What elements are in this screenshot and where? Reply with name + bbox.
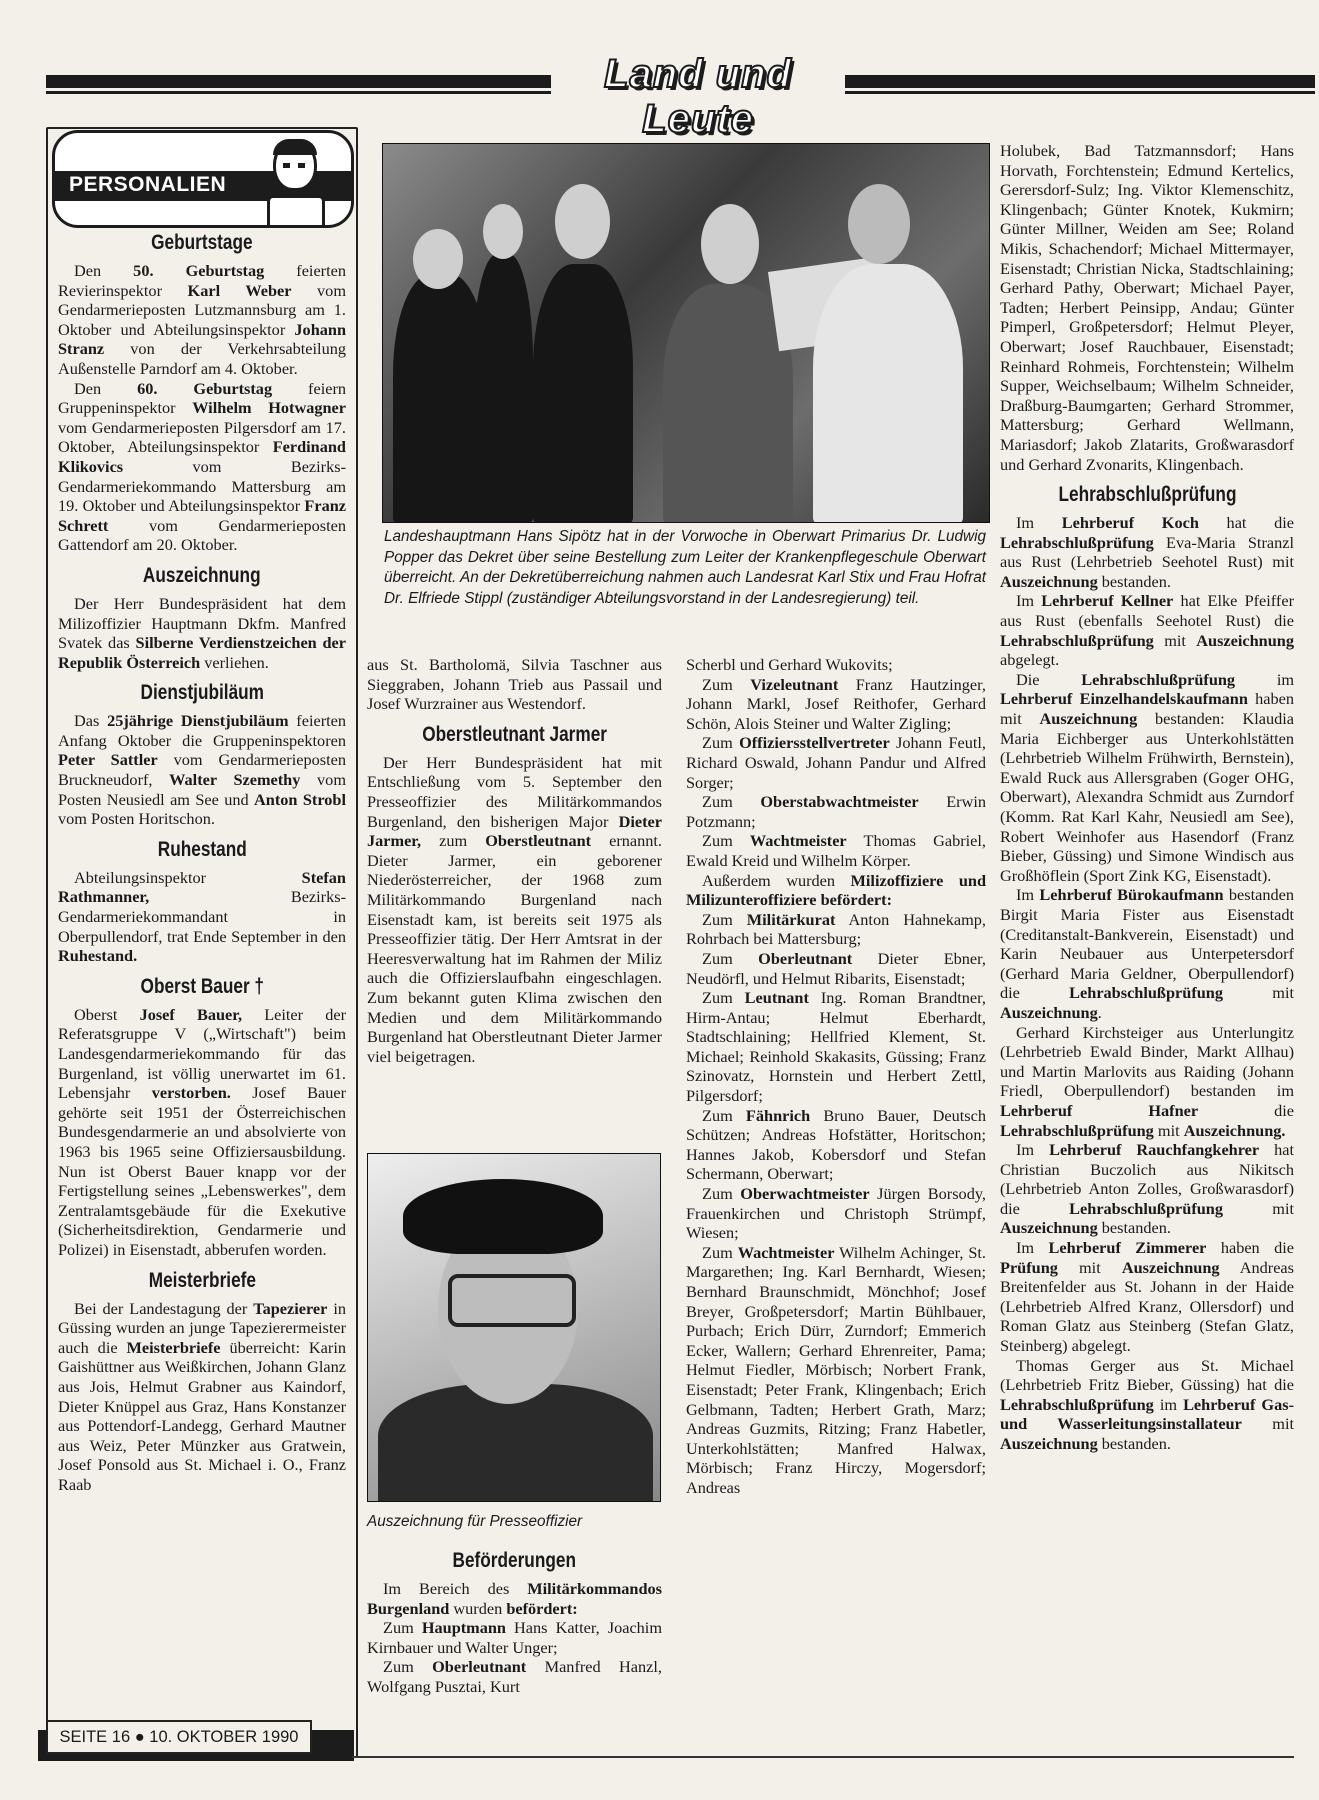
paragraph [58, 1299, 346, 1495]
paragraph [1000, 591, 1294, 669]
bold-text: Lehrabschlußprüfung [1000, 532, 1154, 552]
text: Erwin Potzmann; [686, 792, 986, 831]
bold-text: Wachtmeister [749, 831, 847, 851]
paragraph [686, 1184, 986, 1243]
text: hat Christian Buczolich aus Nikitsch (Lehrbetrieb Anton Zolles, Großwarasdorf) die [1000, 1140, 1294, 1218]
bold-text: Johann Stranz [58, 319, 346, 359]
paragraph [1000, 141, 1294, 474]
person-figure [813, 264, 963, 523]
paragraph [686, 655, 986, 675]
text: Den [74, 261, 134, 280]
bold-text: Lehrberuf Hafner [1000, 1100, 1199, 1120]
column-jarmer [367, 655, 662, 1066]
text: Anton Hahnekamp, Rohrbach bei Mattersburg; [686, 909, 986, 949]
section-heading-text: Dienstjubiläum [140, 681, 264, 705]
issue-date: 10. OKTOBER 1990 [149, 1728, 299, 1746]
text: aus St. Bartholomä, Silvia Taschner aus Sieggraben, Johann Trieb aus Passail und Josef Wurzrainer aus Westendorf. [367, 655, 662, 714]
bold-text: 50. Geburtstag [133, 261, 265, 280]
text: Andreas Breitenfelder aus St. Johann in der Haide (Lehrbetrieb Alfred Kranz, Ollersdorf) und Roman Glatz aus Steinberg (Stefan Glatz, Steinberg) abgelegt. [1000, 1257, 1294, 1356]
column-personalien [58, 222, 346, 1494]
text: Zum [702, 674, 751, 694]
person-face [555, 184, 610, 259]
bold-text: Militärkommandos Burgenland [367, 1579, 662, 1618]
paragraph [1000, 670, 1294, 886]
text: vom Gendarmerieposten Bruckneudorf, [58, 750, 346, 790]
bold-text: Oberleutnant [758, 948, 853, 968]
text: mit [1241, 1414, 1294, 1434]
bold-text: Lehrberuf Gas- und Wasserleitungsinstallateur [1000, 1394, 1294, 1434]
bold-text: Auszeichnung [1039, 709, 1138, 729]
bold-text: Wilhelm Hotwagner [192, 398, 346, 418]
paragraph [58, 1005, 346, 1260]
section-heading-text: Beförderungen [452, 1549, 577, 1572]
bold-text: Fähnrich [745, 1105, 811, 1125]
text: Ing. Roman Brandtner, Hirm-Antau; Helmut Eberhardt, Stadtschlaining; Hellfried Klement, St. Michael; Reinhold Skakasits, Güssing; Franz Szinovatz, Hornstein und Herbert Zettl, Pilgersdorf; [686, 988, 986, 1106]
bold-text: Peter Sattler [58, 750, 158, 770]
photo-dekret-ceremony [382, 143, 990, 523]
person-figure [663, 284, 793, 523]
section-heading [1000, 483, 1294, 507]
text: bestanden Birgit Maria Fister aus Eisenstadt (Creditanstalt-Bankverein, Eisenstadt) und Karin Neubauer aus Unterpetersdorf (Gerhard Maria Geldner, Oberpullendorf) die [1000, 885, 1295, 1003]
bold-text: Lehrabschlußprüfung [1069, 1198, 1223, 1218]
text: die [1198, 1100, 1294, 1120]
text: Franz Hautzinger, Johann Markl, Josef Reithofer, Gerhard Schön, Alois Steiner und Walter Zigling; [686, 674, 986, 733]
text: mit [1223, 983, 1294, 1003]
section-heading-text: Oberst Bauer † [140, 974, 264, 998]
bold-text: Karl Weber [187, 280, 292, 300]
bold-text: Walter Szemethy [169, 770, 301, 790]
paragraph [58, 594, 346, 672]
text: verliehen. [200, 652, 269, 672]
bold-text: Vizeleutnant [750, 674, 839, 694]
text: Manfred Hanzl, Wolfgang Pusztai, Kurt [367, 1657, 662, 1696]
text: bestanden. [1097, 571, 1171, 591]
text: Wilhelm Achinger, St. Margarethen; Ing. Karl Bernhardt, Wiesen; Bernhard Braunschmidt, Mönchhof; Josef Breyer, Großpetersdorf; Martin Bühlbauer, Purbach; Erich Dürr, Zurndorf; Emmerich Ecker, Wallern; Gerhard Ehrenreiter, Pama; Helmut Fiedler, Mörbisch; Norbert Frank, Eisenstadt; Peter Frank, Klingenbach; Erich Gelbmann, Tadten; Herbert Grath, Marz; Andreas Guzmits, Ritzing; Franz Habetler, Unterkohlstätten; Manfred Halwax, Mörbisch; Franz Hirczy, Mogersdorf; Andreas [686, 1242, 986, 1497]
text: Im [1016, 513, 1062, 533]
text: Im [1016, 885, 1040, 905]
text: Zum [702, 909, 747, 929]
paragraph [1000, 513, 1294, 591]
text: Im [1016, 591, 1042, 611]
text: Dieter Ebner, Neudörfl, und Helmut Ribarits, Eisenstadt; [686, 948, 986, 988]
text: bestanden. [1097, 1218, 1171, 1238]
header-rule-left-thin [46, 91, 551, 94]
paragraph [686, 988, 986, 1106]
text: Im [1016, 1238, 1049, 1258]
paragraph [367, 655, 662, 714]
text: Josef Bauer gehörte seit 1951 der Österreichischen Bundesgendarmerie an und absolvierte von 1963 bis 1965 seine Offiziersausbildung. Nun ist Oberst Bauer knapp vor der Fertigstellung seines „Lebenswerkes", dem Zentralamtsgebäude für die Exekutive (Sicherheitsdirektion, Gendarmerie und Polizei) in Eisenstadt, abberufen worden. [58, 1083, 346, 1259]
bold-text: Ruhestand. [58, 946, 138, 966]
bold-text: befördert: [506, 1598, 578, 1618]
section-heading [58, 231, 346, 255]
text: Zum [702, 1105, 746, 1125]
person-figure [533, 264, 633, 523]
text: Hans Katter, Joachim Kirnbauer und Walter Unger; [367, 1618, 662, 1657]
bold-text: Ferdinand Klikovics [58, 437, 346, 476]
paragraph [686, 871, 986, 910]
bold-text: Oberleutnant [432, 1657, 527, 1677]
eye-icon [298, 163, 305, 168]
bold-text: Lehrabschlußprüfung [1069, 983, 1223, 1003]
bold-text: verstorben. [151, 1083, 231, 1103]
text: feierten Anfang Oktober die Gruppeninspektoren [58, 711, 347, 750]
bold-text: 25jährige Dienstjubiläum [107, 711, 289, 731]
text: hat Elke Pfeiffer aus Rust (ebenfalls Seehotel Rust) die [1000, 591, 1294, 631]
text: Zum [702, 733, 740, 753]
page-footer [46, 1720, 312, 1754]
text: feierten Revierinspektor [58, 261, 346, 300]
bottom-rule [352, 1756, 1294, 1758]
paragraph [686, 831, 986, 870]
bold-text: Auszeichnung [1000, 1218, 1098, 1238]
text: Zum [383, 1618, 422, 1638]
person-face [848, 184, 910, 264]
bold-text: Lehrabschlußprüfung [1000, 1120, 1154, 1140]
paragraph [1000, 1238, 1294, 1356]
text: Holubek, Bad Tatzmannsdorf; Hans Horvath, Forchtenstein; Edmund Kertelics, Gerersdorf-Sulz; Ing. Viktor Klemenschitz, Klingenbach; Günter Knotek, Kukmirn; Günter Millner, Weiden am See; Roland Mikis, Schachendorf; Michael Mittermayer, Eisenstadt; Christian Nicka, Stadtschlaining; Gerhard Pathy, Oberwart; Michael Payer, Tadten; Herbert Peinsipp, Andau; Günter Pimperl, Großpetersdorf; Helmut Pleyer, Oberwart; Josef Rauchbauer, Eisenstadt; Reinhard Rohmeis, Forchtenstein; Wilhelm Supper, Weichselbaum; Wilhelm Schneider, Draßburg-Baumgarten; Gerhard Strommer, Mattersburg; Gerhard Wellmann, Mariasdorf; Jakob Zlatarits, Großwarasdorf und Gerhard Zvonarits, Klingenbach. [1000, 141, 1294, 474]
text: Bei der Landestagung der [74, 1298, 254, 1318]
bold-text: Auszeichnung [1196, 630, 1294, 650]
text: von der Verkehrsabteilung Außenstelle Parndorf am 4. Oktober. [58, 339, 346, 378]
text: Der Herr Bundespräsident hat mit Entschließung vom 5. September den Presseoffizier des Militärkommandos Burgenland, den bisherigen Major [367, 752, 662, 831]
text: Das [74, 711, 108, 731]
text: Der Herr Bundespräsident hat dem Milizoffizier Hauptmann Dkfm. Manfred Svatek das [58, 593, 346, 653]
section-heading-text: Meisterbriefe [148, 1268, 256, 1292]
paragraph [686, 1106, 986, 1184]
bold-text: Wachtmeister [737, 1242, 835, 1262]
text: Den [74, 378, 138, 398]
bold-text: Franz Schrett [58, 496, 346, 535]
text: ernannt. Dieter Jarmer, ein geborener Niederösterreicher, der 1968 zum Militärkommando Burgenland nach Eisenstadt kam, ist bereits seit 1975 als Presseoffizier tätig. Der Herr Amtsrat in der Heeresverwaltung hat im Rahmen der Miliz auch die Offizierslaufbahn eingeschlagen. Zum bekannt guten Klima zwischen den Medien und dem Militärkommando Burgenland hat Oberstleutnant Dieter Jarmer viel beigetragen. [367, 831, 662, 1066]
person-figure [473, 254, 533, 523]
section-heading [58, 681, 346, 705]
text: haben mit [1000, 689, 1294, 729]
text: vom Bezirks-Gendarmeriekommando Mattersburg am 19. Oktober und Abteilungsinspektor [58, 456, 346, 516]
bold-text: Meisterbriefe [126, 1337, 221, 1357]
text: Jürgen Borsody, Frauenkirchen und Christoph Strümpf, Wiesen; [686, 1184, 986, 1243]
text: Gerhard Kirchsteiger aus Unterlungitz (Lehrbetrieb Ewald Binder, Markt Allhau) und Martin Marlovits aus Raiding (Johann Friedl, Oberpullendorf) bestanden im [1000, 1022, 1294, 1101]
page-number: SEITE 16 [59, 1728, 131, 1746]
paragraph [58, 261, 346, 379]
bold-text: Prüfung [1000, 1257, 1058, 1277]
header-rule-right [845, 75, 1315, 88]
bold-text: Auszeichnung [1121, 1257, 1220, 1277]
person-face [483, 204, 523, 259]
logo-label: PERSONALIEN [69, 173, 227, 196]
section-heading [58, 564, 346, 588]
bold-text: Lehrberuf Bürokaufmann [1039, 885, 1224, 905]
text: mit [1153, 1120, 1184, 1140]
paragraph [367, 1618, 662, 1657]
column-lehrabschluss [1000, 141, 1294, 1454]
paragraph [1000, 1140, 1294, 1238]
text: Scherbl und Gerhard Wukovits; [686, 655, 893, 674]
bold-text: Anton Strobl [254, 789, 346, 809]
photo-caption-portrait: Auszeichnung für Presseoffizier [367, 1513, 583, 1530]
bold-text: Lehrberuf Rauchfangkehrer [1049, 1140, 1260, 1160]
text: Zum [702, 988, 745, 1008]
text: Im Bereich des [383, 1579, 528, 1598]
bold-text: Auszeichnung [1000, 571, 1098, 591]
bold-text: Lehrberuf Koch [1061, 513, 1199, 533]
text: Die [1016, 669, 1082, 689]
section-heading [367, 723, 662, 747]
bold-text: Lehrabschlußprüfung [1000, 630, 1154, 650]
section-heading-text: Oberstleutnant Jarmer [422, 722, 607, 746]
bold-text: Dieter Jarmer, [367, 811, 662, 851]
bold-text: Auszeichnung [1000, 1002, 1098, 1022]
header-rule-left [46, 75, 551, 88]
section-heading [58, 838, 346, 862]
person-face [413, 229, 463, 289]
photo-caption-top: Landeshauptmann Hans Sipötz hat in der Vorwoche in Oberwart Primarius Dr. Ludwig Popper das Dekret über seine Bestellung zum Leiter der Krankenpflegeschule Oberwart überreicht. An der Dekretüberreichung nahmen auch Landesrat Karl Stix und Frau Hofrat Dr. Elfriede Stippl (zuständiger Abteilungsvorstand in der Landesregierung) teil. [384, 528, 986, 607]
text: vom Gendarmerieposten Gattendorf am 20. Oktober. [58, 515, 346, 555]
bold-text: Lehrberuf Zimmerer [1048, 1238, 1207, 1258]
text: abgelegt. [1000, 650, 1060, 670]
text: bestanden: Klaudia Maria Eichberger aus Unterkohlstätten (Lehrbetrieb Wilhelm Frühwirth, Bernstein), Ewald Ruck aus Allersgraben (Goger OHG, Oberwart), Alexandra Schmidt aus Zurndorf (Komm. Rat Karl Kahr, Neusiedl am See), Robert Weinhofer aus Hasendorf (Franz Bieber, Güssing) und Simone Windisch aus Großhöflein (Sport Zink KG, Eisenstadt). [1000, 709, 1294, 885]
bold-text: Lehrberuf Kellner [1041, 591, 1174, 611]
text: Johann Feutl, Richard Oswald, Johann Pandur und Alfred Sorger; [686, 733, 986, 792]
text: im [1153, 1394, 1184, 1414]
paragraph [686, 675, 986, 734]
bold-text: Tapezierer [253, 1298, 328, 1318]
text: zum [421, 831, 486, 851]
bold-text: Militärkurat [746, 909, 836, 929]
section-title: Land und Leute [604, 52, 792, 141]
person-hair-icon [273, 139, 317, 155]
text: überreicht: Karin Gaishüttner aus Weißkirchen, Johann Glanz aus Jois, Helmut Grabner aus Kaindorf, Dieter Knüppel aus Graz, Hans Konstanzer aus Pottendorf-Landegg, Gerhard Mautner aus Weiz, Peter Münzker aus Gratwein, Josef Ponsold aus St. Michael i. O., Franz Raab [58, 1337, 346, 1494]
text: . [1097, 1002, 1102, 1022]
text: vom Posten Horitschon. [58, 809, 215, 829]
paragraph [686, 949, 986, 988]
paragraph [58, 711, 346, 829]
text: hat die [1198, 513, 1294, 533]
personalien-logo [52, 130, 354, 228]
bold-text: Lehrabschlußprüfung [1081, 669, 1236, 689]
text: Zum [702, 1184, 741, 1204]
bold-text: 60. Geburtstag [137, 378, 273, 398]
paragraph [1000, 885, 1294, 1022]
text: Zum [702, 948, 759, 968]
text: vom Gendarmerieposten Lutzmannsburg am 1. Oktober und Abteilungsinspektor [58, 280, 346, 339]
bold-text: Lehrabschlußprüfung [1000, 1394, 1154, 1414]
paragraph [1000, 1023, 1294, 1141]
text: Zum [702, 792, 761, 812]
text: Im [1016, 1140, 1050, 1160]
paragraph [58, 379, 346, 555]
bold-text: Josef Bauer, [139, 1004, 243, 1024]
paragraph [686, 1243, 986, 1498]
section-heading-text: Lehrabschlußprüfung [1058, 483, 1236, 507]
text: Thomas Gerger aus St. Michael (Lehrbetrieb Fritz Bieber, Güssing) hat die [1000, 1355, 1294, 1395]
paragraph [1000, 1356, 1294, 1454]
text: Thomas Gabriel, Ewald Kreid und Wilhelm Körper. [686, 831, 986, 870]
bold-text: Oberwachtmeister [740, 1184, 870, 1204]
text: Außerdem wurden [702, 870, 851, 890]
bold-text: Oberstleutnant [485, 831, 592, 851]
text: Zum [383, 1657, 433, 1677]
section-heading [58, 975, 346, 999]
eye-icon [283, 163, 290, 168]
text: im [1235, 669, 1295, 689]
section-heading [367, 1549, 662, 1573]
paragraph [686, 733, 986, 792]
paragraph [58, 868, 346, 966]
text: wurden [449, 1598, 507, 1618]
text: vom Gendarmerieposten Pilgersdorf am 17. Oktober, Abteilungsinspektor [58, 417, 346, 457]
text: Oberst [74, 1004, 140, 1024]
text: bestanden. [1097, 1434, 1171, 1453]
bold-text: Stefan Rathmanner, [58, 867, 346, 907]
bold-text: Hauptmann [421, 1618, 506, 1638]
person-face [701, 204, 759, 284]
paragraph [367, 1657, 662, 1696]
text: Leiter der Referatsgruppe V („Wirtschaft") beim Landesgendarmeriekommando für das Burgenland, ist völlig unerwartet im 61. Lebensjahr [58, 1004, 347, 1103]
text: vom Posten Neusiedl am See und [58, 770, 346, 809]
section-heading-text: Ruhestand [157, 837, 247, 861]
text: Bezirks-Gendarmeriekommandant in Oberpullendorf, trat Ende September in den [58, 887, 346, 946]
section-heading [58, 1269, 346, 1293]
text: in Güssing wurden an junge Tapezierermeister auch die [58, 1298, 346, 1357]
bold-text: Leutnant [744, 988, 809, 1008]
text: Zum [702, 831, 750, 851]
text: haben die [1206, 1238, 1295, 1258]
bold-text: Auszeichnung. [1183, 1120, 1286, 1140]
bold-text: Offiziersstellvertreter [739, 733, 890, 753]
paragraph [367, 1579, 662, 1618]
text: Bruno Bauer, Deutsch Schützen; Andreas Hofstätter, Horitschon; Hannes Jakob, Kobersdorf und Stefan Schermann, Oberwart; [686, 1105, 986, 1184]
text: feiern Gruppeninspektor [58, 378, 347, 418]
column-befoerderungen-cont [686, 655, 986, 1498]
bold-text: Milizoffiziere und Milizunteroffiziere befördert: [686, 870, 986, 910]
text: mit [1057, 1257, 1122, 1277]
text: Abteilungsinspektor [74, 867, 302, 887]
glasses [448, 1274, 576, 1327]
bold-text: Oberstabwachtmeister [760, 792, 919, 812]
beret [403, 1179, 603, 1254]
paragraph [367, 753, 662, 1067]
text: Eva-Maria Stranzl aus Rust (Lehrbetrieb Seehotel Rust) mit [1000, 532, 1294, 572]
section-heading-text: Auszeichnung [143, 563, 261, 587]
photo-portrait-jarmer [367, 1153, 661, 1502]
text: mit [1223, 1198, 1294, 1218]
paragraph [686, 792, 986, 831]
bold-text: Auszeichnung [1000, 1434, 1098, 1453]
column-befoerderungen [367, 1540, 662, 1697]
header-rule-right-thin [845, 91, 1315, 94]
text: mit [1153, 630, 1197, 650]
bold-text: Lehrberuf Einzelhandelskaufmann [1000, 689, 1248, 709]
bullet-separator: ● [134, 1728, 145, 1746]
text: Zum [702, 1242, 738, 1262]
paragraph [686, 910, 986, 949]
section-heading-text: Geburtstage [151, 231, 253, 254]
bold-text: Silberne Verdienstzeichen der Republik Österreich [58, 633, 346, 672]
